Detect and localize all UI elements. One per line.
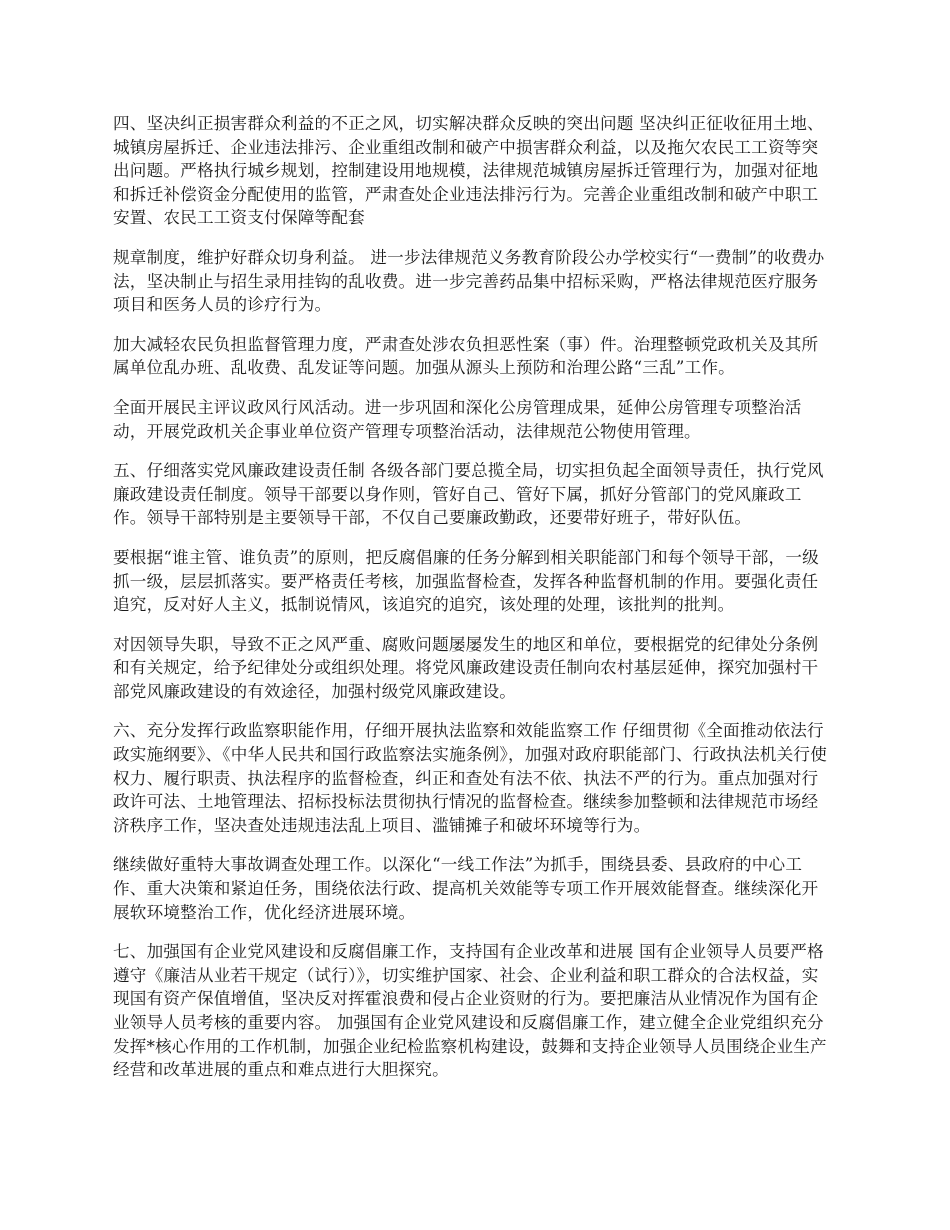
paragraph-farmer-burden: 加大减轻农民负担监督管理力度，严肃查处涉农负担恶性案（事）件。治理整顿党政机关及其所属单位乱办班、乱收费、乱发证等问题。加强从源头上预防和治理公路“三乱”工作。 (113, 334, 819, 378)
paragraph-section-five: 五、仔细落实党风廉政建设责任制 各级各部门要总揽全局，切实担负起全面领导责任，执行党风廉政建设责任制度。领导干部要以身作则，管好自己、管好下属，抓好分管部门的党风廉政工作。领导干部特别是主要领导干部，不仅自己要廉政勤政，还要带好班子，带好队伍。 (113, 461, 824, 528)
paragraph-discipline: 对因领导失职，导致不正之风严重、腐败问题屡屡发生的地区和单位，要根据党的纪律处分条例和有关规定，给予纪律处分或组织处理。将党风廉政建设责任制向农村基层延伸，探究加强村干部党风廉政建设的有效途径，加强村级党风廉政建设。 (113, 634, 819, 701)
paragraph-section-four: 四、坚决纠正损害群众利益的不正之风，切实解决群众反映的突出问题 坚决纠正征收征用土地、城镇房屋拆迁、企业违法排污、企业重组改制和破产中损害群众利益，以及拖欠农民工工资等突出问题。严格执行城乡规划，控制建设用地规模，法律规范城镇房屋拆迁管理行为，加强对征地和拆迁补偿资金分配使用的监管，严肃查处企业违法排污行为。完善企业重组改制和破产中职工安置、农民工工资支付保障等配套 (113, 114, 824, 228)
paragraph-section-six: 六、充分发挥行政监察职能作用，仔细开展执法监察和效能监察工作 仔细贯彻《全面推动依法行政实施纲要》、《中华人民共和国行政监察法实施条例》，加强对政府职能部门、行政执法机关行使权力、履行职责、执法程序的监督检查，纠正和查处有法不依、执法不严的行为。重点加强对行政许可法、土地管理法、招标投标法贯彻执行情况的监督检查。继续参加整顿和法律规范市场经济秩序工作，坚决查处违规违法乱上项目、滥铺摊子和破坏环境等行为。 (113, 721, 828, 835)
paragraph-responsibility: 要根据“谁主管、谁负责”的原则，把反腐倡廉的任务分解到相关职能部门和每个领导干部，一级抓一级，层层抓落实。要严格责任考核，加强监督检查，发挥各种监督机制的作用。要强化责任追究，反对好人主义，抵制说情风，该追究的追究，该处理的处理，该批判的批判。 (113, 547, 819, 615)
paragraph-section-seven: 七、加强国有企业党风建设和反腐倡廉工作，支持国有企业改革和进展 国有企业领导人员要严格遵守《廉洁从业若干规定（试行）》，切实维护国家、社会、企业利益和职工群众的合法权益，实现国有资产保值增值，坚决反对挥霍浪费和侵占企业资财的行为。要把廉洁从业情况作为国有企业领导人员考核的重要内容。 加强国有企业党风建设和反腐倡廉工作，建立健全企业党组织充分发挥*核心作用的工作机制，加强企业纪检监察机构建设，鼓舞和支持企业领导人员围绕企业生产经营和改革进展的重点和难点进行大胆探究。 (113, 942, 827, 1080)
paragraph-democratic-review: 全面开展民主评议政风行风活动。进一步巩固和深化公房管理成果，延伸公房管理专项整治活动，开展党政机关企事业单位资产管理专项整治活动，法律规范公物使用管理。 (113, 397, 802, 441)
document-body (113, 112, 833, 1098)
paragraph-accident-investigation: 继续做好重特大事故调查处理工作。以深化“一线工作法”为抓手，围绕县委、县政府的中心工作、重大决策和紧迫任务，围绕依法行政、提高机关效能等专项工作开展效能督查。继续深化开展软环境整治工作，优化经济进展环境。 (113, 855, 819, 922)
paragraph-regulations: 规章制度，维护好群众切身利益。 进一步法律规范义务教育阶段公办学校实行“一费制”的收费办法，坚决制止与招生录用挂钩的乱收费。进一步完善药品集中招标采购，严格法律规范医疗服务项目和医务人员的诊疗行为。 (113, 247, 825, 315)
